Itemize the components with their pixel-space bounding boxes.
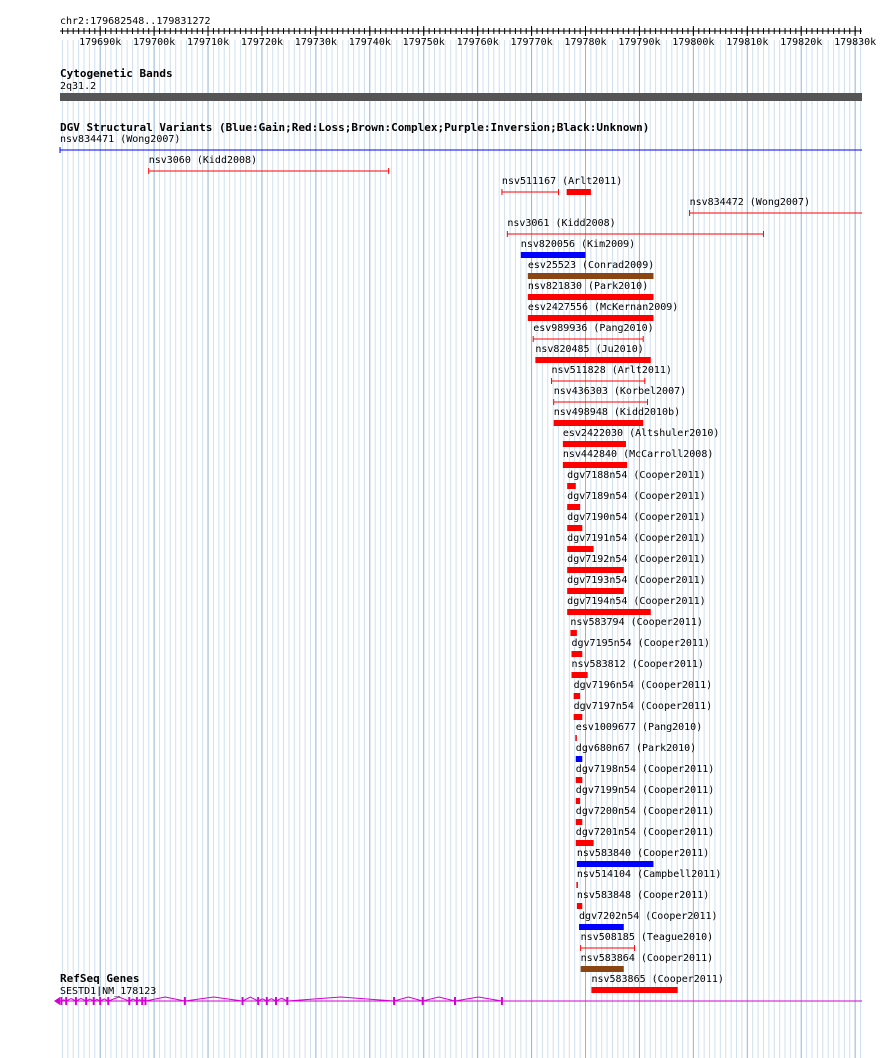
variant-bar	[535, 357, 650, 363]
variant-feature[interactable]	[533, 323, 653, 342]
variant-feature[interactable]	[574, 701, 712, 720]
variant-feature[interactable]	[563, 449, 714, 468]
ruler-tick-label: 179810k	[726, 37, 769, 48]
strand-arrow-icon	[54, 997, 60, 1005]
ruler-tick-label: 179800k	[672, 37, 715, 48]
variant-feature[interactable]	[567, 491, 705, 510]
ruler-tick-label: 179720k	[240, 37, 284, 48]
variant-bar	[567, 588, 624, 594]
gene-intron-chevron	[423, 997, 455, 1001]
variant-label: nsv820485 (Ju2010)	[535, 344, 644, 355]
variant-label: esv25523 (Conrad2009)	[527, 260, 655, 271]
refseq-track-title: RefSeq Genes	[60, 972, 140, 985]
gene-intron-chevron	[455, 997, 502, 1001]
variant-bar	[567, 546, 593, 552]
variant-feature[interactable]	[567, 470, 705, 489]
variant-bar	[567, 609, 651, 615]
gene-exon	[454, 997, 456, 1005]
variant-label: nsv821830 (Park2010)	[527, 281, 649, 292]
gene-intron-chevron	[243, 997, 259, 1001]
gene-exon	[136, 997, 138, 1005]
ruler-tick-label: 179770k	[510, 37, 553, 48]
variant-bar	[591, 987, 677, 993]
gene-exon	[422, 997, 424, 1005]
variant-bar	[577, 903, 582, 909]
ruler-tick-label: 179740k	[348, 37, 391, 48]
grid-lines	[62, 40, 860, 1058]
variant-bar	[567, 567, 624, 573]
variant-label: dgv680n67 (Park2010)	[575, 743, 697, 754]
variant-label: nsv514104 (Campbell2011)	[576, 869, 722, 880]
variant-bar	[581, 966, 624, 972]
variant-bar	[567, 504, 580, 510]
ruler-tick-label: 179700k	[133, 37, 176, 48]
gene-exon	[501, 997, 503, 1005]
ruler-track	[60, 16, 876, 48]
variant-bar	[579, 924, 624, 930]
variant-bar	[576, 756, 582, 762]
gene-exon	[128, 997, 130, 1005]
variant-label: nsv583848 (Cooper2011)	[576, 890, 710, 901]
variant-feature[interactable]	[502, 176, 622, 195]
variant-label: dgv7202n54 (Cooper2011)	[579, 911, 718, 922]
variant-bar	[563, 462, 627, 468]
variant-feature[interactable]	[567, 596, 705, 615]
variant-feature[interactable]	[577, 848, 709, 867]
variant-label: nsv3060 (Kidd2008)	[148, 155, 258, 166]
variant-label: nsv583840 (Cooper2011)	[576, 848, 710, 859]
ruler-ticks	[62, 26, 876, 48]
variant-bar	[528, 294, 654, 300]
variant-feature[interactable]	[535, 344, 650, 363]
variant-label: nsv834472 (Wong2007)	[689, 197, 811, 208]
variant-label: dgv7189n54 (Cooper2011)	[567, 491, 706, 502]
variant-label: nsv511828 (Arlt2011)	[551, 365, 672, 376]
gene-exon	[65, 997, 67, 1005]
variant-feature[interactable]	[690, 197, 862, 216]
variant-label: dgv7192n54 (Cooper2011)	[567, 554, 706, 565]
variant-bar	[567, 189, 591, 195]
variant-label: dgv7196n54 (Cooper2011)	[573, 680, 713, 691]
gene-exon	[144, 997, 146, 1005]
gene-exon	[275, 997, 277, 1005]
gene-exon	[257, 997, 259, 1005]
variant-feature[interactable]	[577, 869, 722, 888]
cytoband-bar[interactable]	[60, 93, 862, 101]
variant-bar	[528, 315, 654, 321]
variant-bar	[521, 252, 586, 258]
locus-label: chr2:179682548..179831272	[60, 16, 211, 27]
gene-exon	[393, 997, 395, 1005]
variant-bar	[571, 672, 587, 678]
variant-feature[interactable]	[567, 512, 705, 531]
variant-label: nsv583794 (Cooper2011)	[570, 617, 703, 628]
variant-feature[interactable]	[567, 554, 705, 573]
variant-label: dgv7200n54 (Cooper2011)	[575, 806, 715, 817]
ruler-tick-label: 179820k	[780, 37, 823, 48]
variant-feature[interactable]	[507, 218, 763, 237]
gene-exon	[107, 997, 109, 1005]
variant-label: dgv7190n54 (Cooper2011)	[567, 512, 706, 523]
variant-label: dgv7198n54 (Cooper2011)	[575, 764, 715, 775]
variant-feature[interactable]	[552, 365, 672, 384]
variant-label: esv1009677 (Pang2010)	[575, 722, 703, 733]
variant-label: dgv7188n54 (Cooper2011)	[567, 470, 706, 481]
variant-label: dgv7197n54 (Cooper2011)	[573, 701, 713, 712]
ruler-tick-label: 179710k	[186, 37, 230, 48]
variant-bar	[571, 651, 582, 657]
variant-label: nsv820056 (Kim2009)	[520, 239, 636, 250]
variant-feature[interactable]	[528, 260, 654, 279]
gene-exon	[99, 997, 101, 1005]
gene-exon	[242, 997, 244, 1005]
variant-feature[interactable]	[567, 533, 705, 552]
variant-label: nsv3061 (Kidd2008)	[507, 218, 616, 229]
ruler-tick-label: 179780k	[564, 37, 607, 48]
variant-bar	[576, 840, 594, 846]
variant-bar	[576, 798, 580, 804]
variant-bar	[567, 525, 582, 531]
variant-label: dgv7194n54 (Cooper2011)	[567, 596, 706, 607]
variant-feature[interactable]	[574, 680, 712, 699]
gene-exon	[141, 997, 143, 1005]
gene-label: SESTD1|NM_178123	[60, 986, 157, 997]
variant-feature[interactable]	[571, 638, 709, 657]
variant-bar	[577, 861, 654, 867]
gene-exon	[184, 997, 186, 1005]
variant-label: dgv7201n54 (Cooper2011)	[575, 827, 715, 838]
variant-bar	[574, 714, 583, 720]
cytoband-track-title: Cytogenetic Bands	[60, 67, 173, 80]
variant-label: nsv511167 (Arlt2011)	[501, 176, 623, 187]
ruler-tick-label: 179760k	[456, 37, 499, 48]
variant-label: dgv7193n54 (Cooper2011)	[567, 575, 706, 586]
gene-exon	[93, 997, 95, 1005]
variant-feature[interactable]	[567, 575, 705, 594]
variant-label: nsv583864 (Cooper2011)	[580, 953, 714, 964]
variant-feature[interactable]	[528, 281, 654, 300]
variant-label: dgv7191n54 (Cooper2011)	[567, 533, 706, 544]
variant-bar	[528, 273, 654, 279]
ruler-tick-label: 179790k	[618, 37, 661, 48]
gene-intron-chevron	[287, 997, 394, 1001]
ruler-tick-label: 179730k	[294, 37, 337, 48]
variant-label: nsv442840 (McCarroll2008)	[562, 449, 714, 460]
variant-feature[interactable]	[579, 911, 717, 930]
variant-label: nsv583812 (Cooper2011)	[571, 659, 704, 670]
gene-exon	[85, 997, 87, 1005]
variant-bar	[574, 693, 580, 699]
variant-label: nsv834471 (Wong2007)	[60, 134, 181, 145]
variant-label: esv2422030 (Altshuler2010)	[562, 428, 720, 439]
cytoband-label: 2q31.2	[60, 81, 97, 92]
variant-label: esv989936 (Pang2010)	[533, 323, 654, 334]
variant-label: nsv508185 (Teague2010)	[580, 932, 714, 943]
gene-exon	[286, 997, 288, 1005]
gene-exon	[60, 997, 62, 1005]
variant-label: dgv7195n54 (Cooper2011)	[571, 638, 710, 649]
variant-bar	[567, 483, 576, 489]
variant-label: dgv7199n54 (Cooper2011)	[575, 785, 715, 796]
variant-bar	[576, 777, 582, 783]
ruler-tick-label: 179830k	[834, 37, 877, 48]
variant-label: nsv498948 (Kidd2010b)	[553, 407, 681, 418]
variant-feature[interactable]	[149, 155, 389, 174]
variant-bar	[554, 420, 644, 426]
variant-feature[interactable]	[563, 428, 720, 447]
variant-feature[interactable]	[576, 743, 696, 762]
variant-label: nsv583865 (Cooper2011)	[591, 974, 724, 985]
variant-bar	[570, 630, 576, 636]
variant-label: nsv436303 (Korbel2007)	[553, 386, 687, 397]
variant-bar	[563, 441, 626, 447]
dgv-track-title: DGV Structural Variants (Blue:Gain;Red:Loss;Brown:Complex;Purple:Inversion;Black:Unknown)	[60, 121, 650, 134]
gene-exon	[266, 997, 268, 1005]
variant-bar	[576, 819, 582, 825]
ruler-tick-label: 179690k	[79, 37, 122, 48]
variant-label: esv2427556 (McKernan2009)	[527, 302, 679, 313]
ruler-tick-label: 179750k	[402, 37, 445, 48]
gene-exon	[75, 997, 77, 1005]
